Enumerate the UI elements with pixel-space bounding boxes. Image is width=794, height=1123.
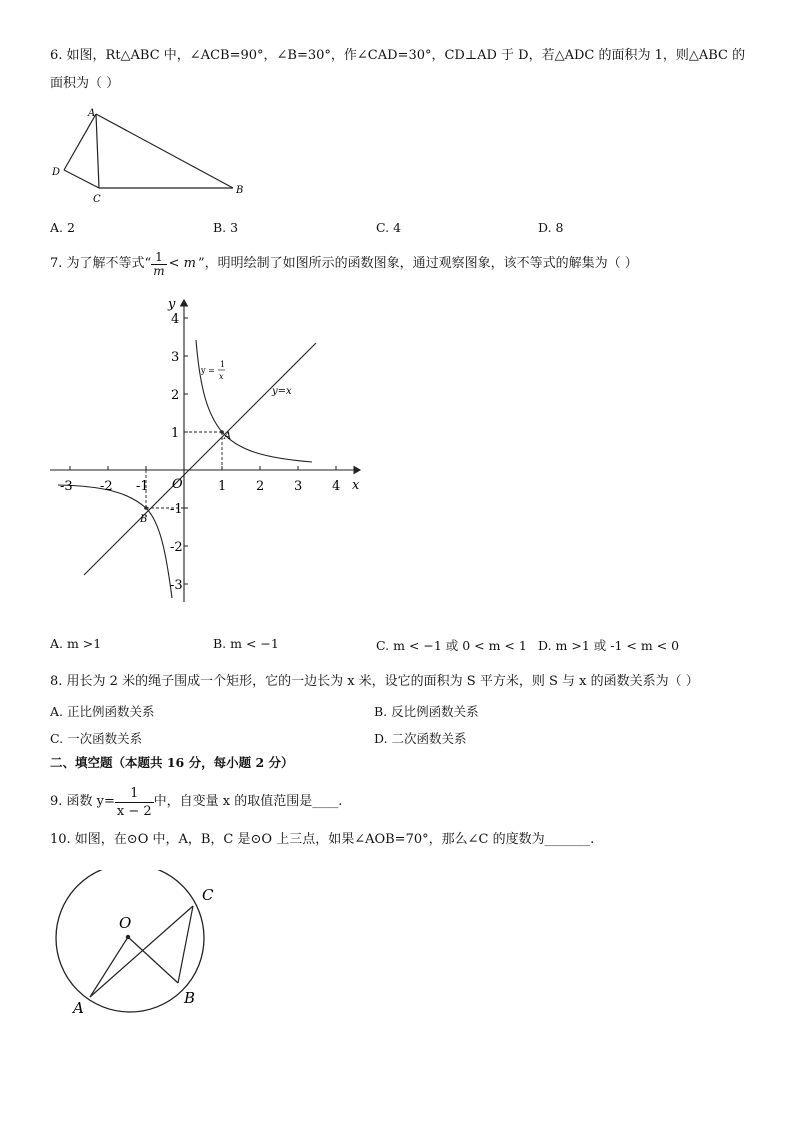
q6-option-d[interactable]: D. 8 [538,220,564,235]
q10-seg-ob [128,937,178,983]
q7-stem-suffix: ”，明明绘制了如图所示的函数图象，通过观察图象，该不等式的解集为（ ） [197,256,638,271]
q7-x-axis-label: x [352,478,360,493]
q6-triangle-figure [48,104,258,208]
q7-line-label: y=x [272,386,292,397]
q9-frac-numerator: 1 [130,785,139,801]
q7-frac-numerator: 1 [155,249,163,264]
q7-y-axis-label: y [168,297,176,312]
q6-seg-ad [64,114,96,170]
section-2-heading: 二、填空题（本题共 16 分，每小题 2 分） [50,755,294,770]
q7-stem-inequality: < m [168,256,196,271]
q7-curve-label-prefix: y = [201,366,215,375]
q7-ytick-3: 3 [171,350,180,365]
q7-function-graph [48,290,368,610]
q8-option-c[interactable]: C. 一次函数关系 [50,731,143,746]
q9-stem [50,782,342,822]
q7-stem [50,246,638,282]
q10-label-c: C [202,886,214,904]
q6-seg-ab [96,114,233,188]
q7-hyperbola-branch-left [58,485,172,598]
q10-seg-oa [90,937,128,997]
q7-curve-label-num: 1 [220,360,226,369]
q9-stem-prefix: 9. 函数 y= [50,794,115,809]
q7-xtick-4: 4 [332,479,341,494]
q7-xtick-1: 1 [218,479,227,494]
q7-option-c[interactable]: C. m < −1 或 0 < m < 1 [376,638,527,653]
q7-stem-prefix: 7. 为了解不等式“ [50,256,152,271]
q8-option-d[interactable]: D. 二次函数关系 [374,731,467,746]
q7-xtick-neg3: -3 [60,479,73,494]
q6-option-a[interactable]: A. 2 [50,220,75,235]
q6-label-a: A [88,108,96,119]
q7-ytick-neg2: -2 [170,540,183,555]
q7-option-b[interactable]: B. m < −1 [213,636,279,651]
q9-frac-denominator: x − 2 [116,803,152,819]
q7-ytick-neg1: -1 [170,502,183,517]
q7-ytick-4: 4 [171,312,180,327]
q8-option-a[interactable]: A. 正比例函数关系 [50,704,155,719]
q6-option-c[interactable]: C. 4 [376,220,402,235]
q6-seg-ac [96,114,99,188]
q10-label-b: B [184,989,196,1007]
q8-option-b[interactable]: B. 反比例函数关系 [374,704,479,719]
q8-stem: 8. 用长为 2 米的绳子围成一个矩形，它的一边长为 x 米，设它的面积为 S 平方米，则 S 与 x 的函数关系为（ ） [50,674,699,689]
q7-ytick-2: 2 [171,388,180,403]
q9-stem-suffix: 中，自变量 x 的取值范围是____. [153,794,343,809]
q7-label-point-b: B [140,514,148,525]
q6-stem-line2: 面积为（ ） [50,76,120,91]
q9-stem-fraction [115,785,154,820]
q7-option-d[interactable]: D. m >1 或 -1 < m < 0 [538,638,680,653]
q7-xtick-neg1: -1 [136,479,149,494]
q10-center-point [126,935,130,939]
q10-label-a: A [73,999,84,1017]
q6-seg-dc [64,170,99,188]
q10-stem: 10. 如图，在⊙O 中，A，B，C 是⊙O 上三点，如果∠AOB=70°，那么∠C 的度数为_______. [50,832,595,847]
q7-hyperbola-branch-right [196,340,312,462]
q7-stem-fraction [151,251,166,278]
q7-curve-label-den: x [219,372,224,381]
q7-frac-denominator: m [153,263,165,278]
q7-xtick-3: 3 [294,479,303,494]
q7-ytick-neg3: -3 [170,578,183,593]
q7-origin-label: O [172,477,183,492]
q6-stem-line1: 6. 如图，Rt△ABC 中，∠ACB=90°，∠B=30°，作∠CAD=30°，CD⊥AD 于 D，若△ADC 的面积为 1，则△ABC 的 [50,48,746,63]
q7-ytick-1: 1 [171,426,180,441]
q6-label-c: C [93,194,101,205]
q7-option-a[interactable]: A. m >1 [50,636,102,651]
q7-label-point-a: A [224,431,232,442]
q6-label-b: B [236,185,244,196]
q7-point-b [144,506,148,510]
q10-circle-figure [48,870,228,1020]
q7-line-y-equals-x [84,343,316,575]
q10-circle [56,870,204,1012]
q6-option-b[interactable]: B. 3 [213,220,239,235]
q10-label-o: O [119,914,132,932]
q7-xtick-2: 2 [256,479,265,494]
q6-label-d: D [52,167,61,178]
q7-xtick-neg2: -2 [100,479,113,494]
